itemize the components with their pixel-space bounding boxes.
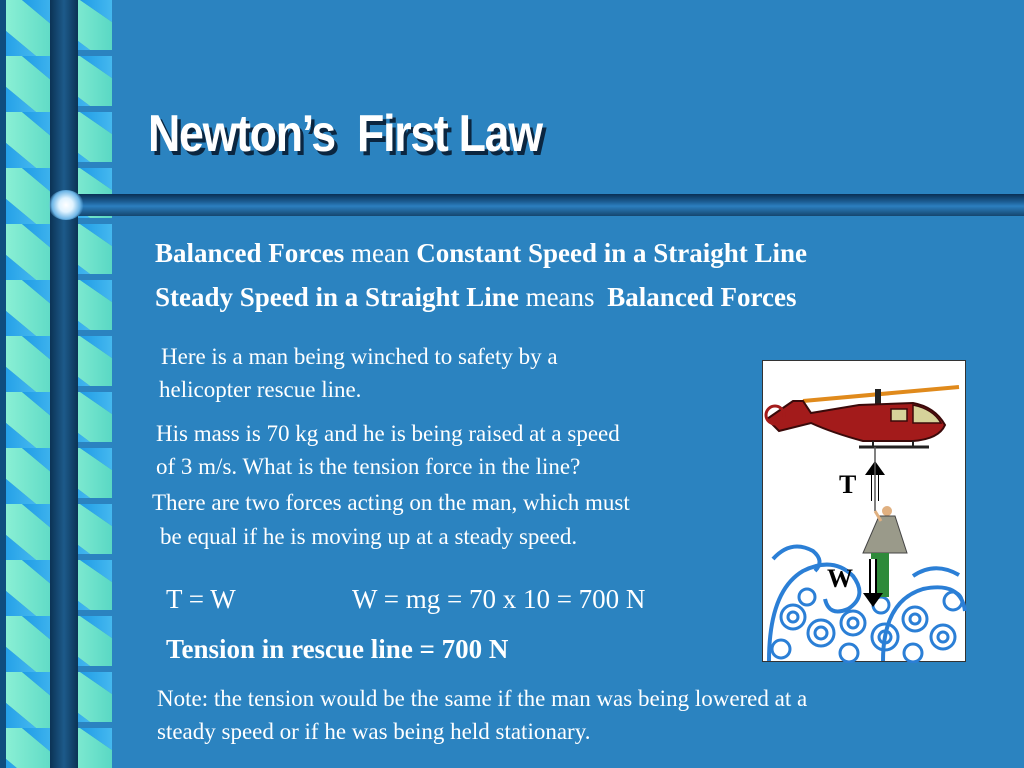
sea-waves bbox=[769, 547, 965, 662]
horizontal-rule bbox=[70, 194, 1024, 216]
explanation-line-2: be equal if he is moving up at a steady speed. bbox=[160, 524, 578, 549]
sea-swirls bbox=[772, 589, 962, 662]
question-line-2: of 3 m/s. What is the tension force in the line? bbox=[156, 454, 581, 479]
intro-line-2: helicopter rescue line. bbox=[159, 377, 362, 402]
intro-line-1: Here is a man being winched to safety by a bbox=[161, 344, 558, 369]
statement-1-part-1: Balanced Forces bbox=[155, 238, 345, 268]
rescue-drawing bbox=[763, 361, 967, 663]
statement-1-part-3: Constant Speed in a Straight Line bbox=[416, 238, 808, 268]
weight-label: W bbox=[827, 564, 853, 593]
note-line-1: Note: the tension would be the same if the man was being lowered at a bbox=[157, 686, 808, 711]
equation-weight: W = mg = 70 x 10 = 700 N bbox=[352, 584, 646, 614]
statement-1 bbox=[155, 238, 807, 269]
note-line-2: steady speed or if he was being held stationary. bbox=[157, 719, 591, 744]
decorative-ribbon bbox=[0, 0, 118, 768]
statement-2-part-1: Steady Speed in a Straight Line bbox=[155, 282, 519, 312]
statement-2 bbox=[155, 282, 797, 313]
slide-title: Newton’s First Law bbox=[148, 105, 542, 163]
statement-1-part-2: mean bbox=[350, 238, 410, 268]
explanation-line-1: There are two forces acting on the man, which must bbox=[152, 490, 630, 515]
statement-2-part-3: Balanced Forces bbox=[607, 282, 797, 312]
answer-text: Tension in rescue line = 700 N bbox=[166, 634, 509, 664]
rescue-illustration bbox=[762, 360, 966, 662]
statement-2-part-2: means bbox=[525, 282, 595, 312]
tension-label: T bbox=[839, 470, 857, 499]
equation-t-equals-w: T = W bbox=[166, 584, 236, 614]
rule-knob bbox=[48, 190, 84, 220]
question-line-1: His mass is 70 kg and he is being raised at a speed bbox=[156, 421, 620, 446]
helicopter bbox=[766, 387, 959, 447]
